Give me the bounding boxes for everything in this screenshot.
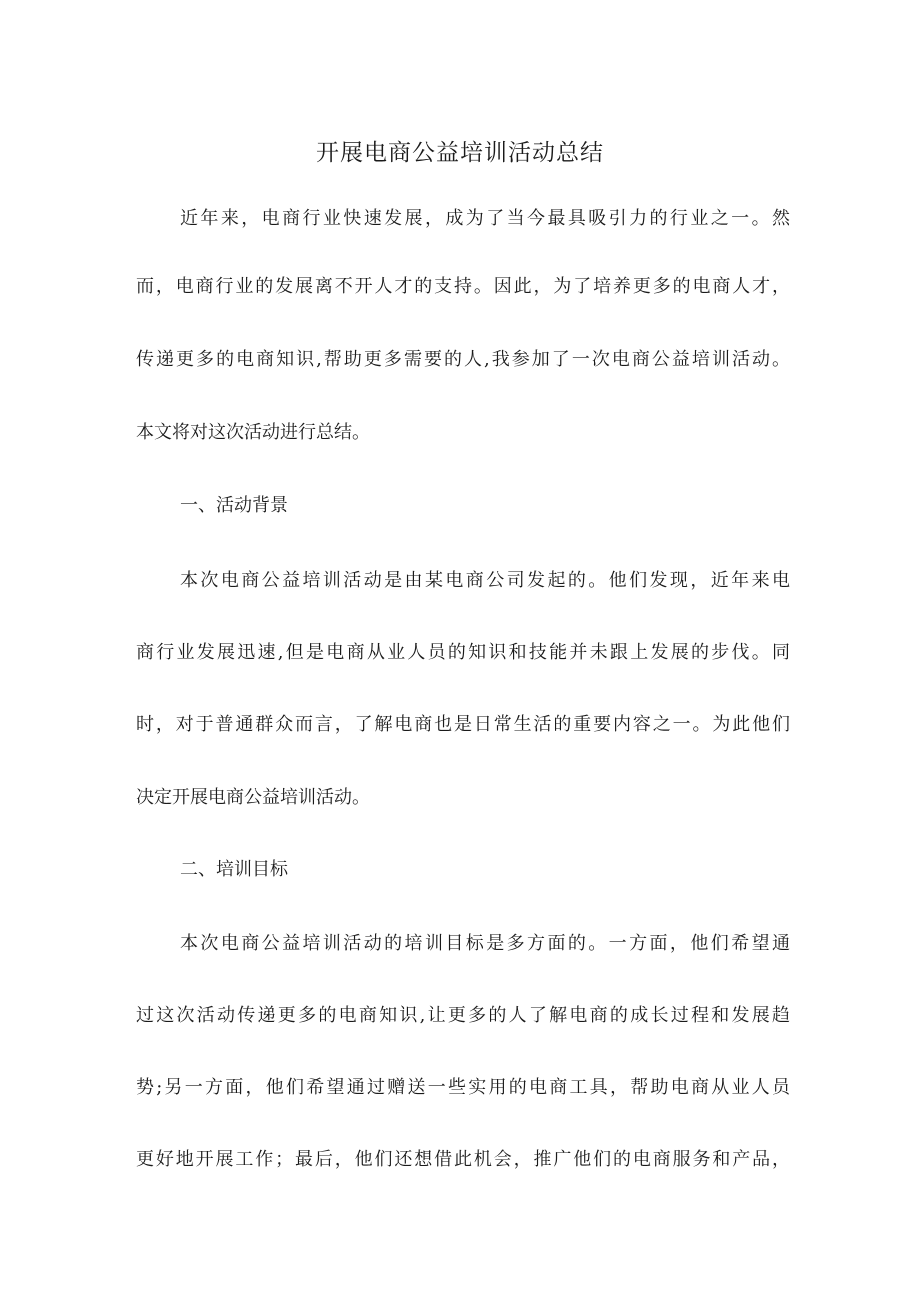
paragraph-line: 本次电商公益培训活动是由某电商公司发起的。他们发现，近年来电 <box>180 570 790 591</box>
document-title: 开展电商公益培训活动总结 <box>316 140 604 166</box>
section-heading: 二、培训目标 <box>180 859 288 880</box>
section-heading: 一、活动背景 <box>180 495 288 516</box>
paragraph-line: 更好地开展工作；最后，他们还想借此机会，推广他们的电商服务和产品， <box>136 1149 790 1170</box>
paragraph-line: 势;另一方面，他们希望通过赠送一些实用的电商工具，帮助电商从业人员 <box>136 1077 790 1098</box>
paragraph-line: 过这次活动传递更多的电商知识,让更多的人了解电商的成长过程和发展趋 <box>136 1005 790 1026</box>
paragraph-line: 近年来，电商行业快速发展，成为了当今最具吸引力的行业之一。然 <box>180 208 790 229</box>
paragraph-line: 本次电商公益培训活动的培训目标是多方面的。一方面，他们希望通 <box>180 933 790 954</box>
paragraph-line: 本文将对这次活动进行总结。 <box>136 422 370 443</box>
paragraph-line: 传递更多的电商知识,帮助更多需要的人,我参加了一次电商公益培训活动。 <box>136 349 790 370</box>
paragraph-line: 而，电商行业的发展离不开人才的支持。因此，为了培养更多的电商人才， <box>136 276 790 297</box>
paragraph-line: 商行业发展迅速,但是电商从业人员的知识和技能并未跟上发展的步伐。同 <box>136 642 790 663</box>
paragraph-line: 时，对于普通群众而言，了解电商也是日常生活的重要内容之一。为此他们 <box>136 714 790 735</box>
paragraph-line: 决定开展电商公益培训活动。 <box>136 787 370 808</box>
